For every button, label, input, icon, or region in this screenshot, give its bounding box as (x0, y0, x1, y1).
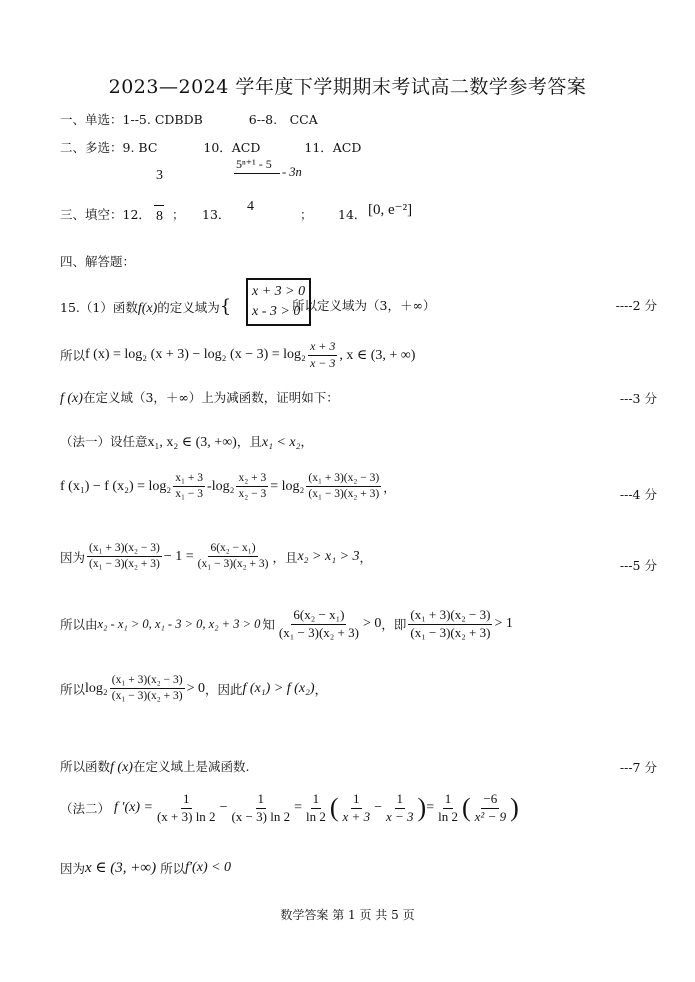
section-single-choice (60, 110, 318, 128)
therefore-line (60, 608, 513, 641)
q15-line1-prefix (60, 296, 231, 317)
q12-number: 12． (122, 207, 151, 222)
text: ， (314, 681, 328, 697)
text: （法一）设任意 (60, 434, 148, 449)
math: x ∈ (3, +∞) (85, 860, 157, 876)
math-fx: f (x) (60, 391, 83, 406)
text: 所以由 (60, 617, 98, 633)
q14-number: 14． (338, 207, 367, 222)
q15-line2 (60, 340, 415, 371)
section-multi-choice (60, 138, 361, 156)
text: ， (359, 549, 373, 565)
answer-1-5: 1--5. CDBDB (122, 112, 203, 127)
section-solution-label: 四、解答题： (60, 254, 136, 269)
math: log₂ (85, 680, 108, 696)
math-fx: f(x) (137, 301, 158, 316)
fraction (196, 542, 271, 571)
text: 知 (262, 617, 275, 633)
answer-13-fraction-bar (234, 173, 280, 174)
right-paren-icon: ) (417, 793, 427, 823)
fraction (408, 608, 492, 641)
denominator: (x − 3) ln 2 (231, 808, 291, 824)
math: > 0 (362, 616, 382, 632)
formula: f (x) = log₂ (x + 3) − log₂ (x − 3) = log₂ (85, 347, 306, 363)
math: > 1 (494, 616, 513, 632)
because-line (60, 542, 372, 571)
math: f (x₁) > f (x₂) (242, 680, 315, 696)
right-paren-icon: ) (510, 793, 519, 823)
page-title: 2023—2024 学年度下学期期末考试高二数学参考答案 (108, 76, 587, 98)
text: ，即 (381, 617, 407, 633)
denominator: ln 2 (438, 808, 458, 824)
denominator: ln 2 (305, 808, 326, 824)
answer-11: 11．ACD (304, 140, 362, 155)
fraction (304, 792, 328, 825)
numerator: 6(x₂ − x₁) (291, 608, 346, 625)
text: 在定义域上是减函数. (132, 759, 250, 774)
numerator: 1 (443, 792, 454, 809)
math: − (219, 800, 228, 816)
left-paren-icon: ( (461, 793, 471, 823)
denominator: (x + 3) ln 2 (156, 808, 216, 824)
answer-9: 9. BC (122, 140, 158, 155)
answer-6-8: 6--8. CCA (248, 112, 318, 127)
math: = (426, 800, 435, 816)
fraction (155, 792, 218, 825)
text: ，因此 (205, 681, 243, 697)
denominator: (x₁ − 3)(x₂ + 3) (278, 624, 359, 640)
section-label: 三、填空： (60, 207, 123, 222)
separator: ； (300, 207, 313, 222)
math: x₂ - x₁ > 0, x₁ - 3 > 0, x₂ + 3 > 0 (97, 616, 261, 631)
math: − (374, 800, 382, 816)
answer-13-denominator: 4 (247, 199, 254, 214)
fraction (277, 608, 361, 641)
text: 因为 (60, 860, 86, 876)
text: 所以函数 (60, 759, 111, 774)
numerator: x₂ + 3 (236, 472, 268, 487)
math: > 0 (186, 680, 206, 696)
text: 的定义域为 (157, 300, 220, 315)
denominator: (x₁ − 3)(x₂ + 3) (410, 624, 491, 640)
math: = (294, 800, 302, 816)
denominator: x − 3 (385, 808, 414, 824)
text: 所以 (60, 681, 86, 697)
math: f′(x) < 0 (185, 859, 232, 875)
conclusion-line (60, 756, 249, 776)
answer-12-denominator: 8 (156, 209, 163, 224)
denominator: x + 3 (342, 808, 371, 824)
section-fill-blank-label (60, 205, 151, 223)
math: f (x₁) − f (x₂) = log₂ (60, 478, 172, 494)
text: （法二） (60, 801, 111, 817)
fraction (341, 792, 373, 825)
left-brace-icon: { (219, 296, 232, 317)
numerator: (x₁ + 3)(x₂ − 3) (306, 472, 381, 487)
section-label: 一、单选： (60, 112, 123, 127)
domain: , x ∈ (3, + ∞) (339, 347, 416, 363)
numerator: (x₁ + 3)(x₂ − 3) (110, 674, 185, 689)
numerator: x + 3 (308, 340, 337, 356)
text: ， (383, 479, 396, 495)
fraction (87, 542, 162, 571)
text: 因为 (60, 549, 86, 565)
answer-12-numerator: 3 (156, 168, 163, 183)
math: = log₂ (270, 478, 305, 494)
text: 15.（1）函数 (60, 300, 138, 315)
fraction (436, 792, 460, 825)
math-fx: f (x) (110, 760, 133, 775)
numerator: 6(x₂ − x₁) (208, 542, 257, 557)
text: 在定义域（3，＋∞）上为减函数，证明如下： (82, 390, 339, 405)
answer-13-numerator: 5ⁿ⁺¹ - 5 (236, 157, 272, 171)
math: x₁, x₂ ∈ (3, +∞) (147, 435, 237, 450)
difference-formula (60, 472, 396, 501)
answer-13-tail: - 3n (282, 165, 302, 179)
numerator: 1 (395, 792, 406, 809)
numerator: (x₁ + 3)(x₂ − 3) (408, 608, 492, 625)
denominator: x₁ − 3 (175, 488, 204, 501)
numerator: −6 (481, 792, 499, 809)
separator: ； (172, 207, 185, 222)
numerator: 1 (256, 792, 267, 809)
fraction (110, 674, 185, 703)
fraction (229, 792, 292, 825)
math: − 1 = (163, 548, 194, 564)
answer-14: [0, e⁻²] (368, 202, 413, 218)
numerator: x₁ + 3 (173, 472, 205, 487)
math: -log₂ (207, 478, 235, 494)
denominator: (x₁ − 3)(x₂ + 3) (89, 558, 160, 571)
denominator: (x₁ − 3)(x₂ + 3) (308, 488, 380, 501)
fraction (173, 472, 205, 501)
numerator: (x₁ + 3)(x₂ − 3) (87, 542, 162, 557)
denominator: (x₁ − 3)(x₂ + 3) (197, 558, 269, 571)
q13-number: 13． (202, 207, 231, 222)
text: 所以 (60, 348, 86, 364)
text: ， (300, 434, 313, 449)
denominator: (x₁ − 3)(x₂ + 3) (111, 690, 183, 703)
score-mark: ---7 分 (619, 760, 657, 775)
denominator: x₂ − 3 (238, 488, 267, 501)
answer-12-fraction-bar (154, 205, 164, 206)
answer-10: 10．ACD (203, 140, 261, 155)
fraction (306, 472, 381, 501)
q15-line3 (60, 387, 339, 407)
text: 所以 (160, 860, 186, 876)
section-label: 二、多选： (60, 140, 123, 155)
numerator: 1 (351, 792, 362, 809)
text: ，且 (272, 549, 298, 565)
denominator: x − 3 (309, 355, 336, 370)
math: x₂ > x₁ > 3 (297, 548, 360, 564)
score-mark: ----2 分 (615, 298, 657, 313)
method1-intro (60, 431, 313, 451)
numerator: 1 (311, 792, 322, 809)
score-mark: ---4 分 (619, 487, 657, 502)
denominator: x² − 9 (474, 808, 507, 824)
condition-2: x - 3 > 0 (252, 304, 301, 319)
log-positive-line (60, 674, 327, 703)
fraction (236, 472, 268, 501)
math: x₁ < x₂ (261, 435, 301, 450)
score-mark: ---3 分 (619, 391, 657, 406)
score-mark: ---5 分 (619, 558, 657, 573)
text: ，且 (236, 434, 262, 449)
condition-1: x + 3 > 0 (252, 284, 306, 299)
left-paren-icon: ( (329, 793, 339, 823)
numerator: 1 (181, 792, 192, 809)
math: f ′(x) = (114, 800, 153, 816)
fraction (473, 792, 508, 825)
fraction (384, 792, 416, 825)
q15-line1-suffix: 所以定义域为（3，＋∞） (292, 298, 436, 313)
page-footer: 数学答案 第 1 页 共 5 页 (280, 908, 415, 922)
fraction (308, 340, 337, 371)
method2-derivative (60, 792, 519, 825)
derivative-sign-line (60, 858, 231, 877)
